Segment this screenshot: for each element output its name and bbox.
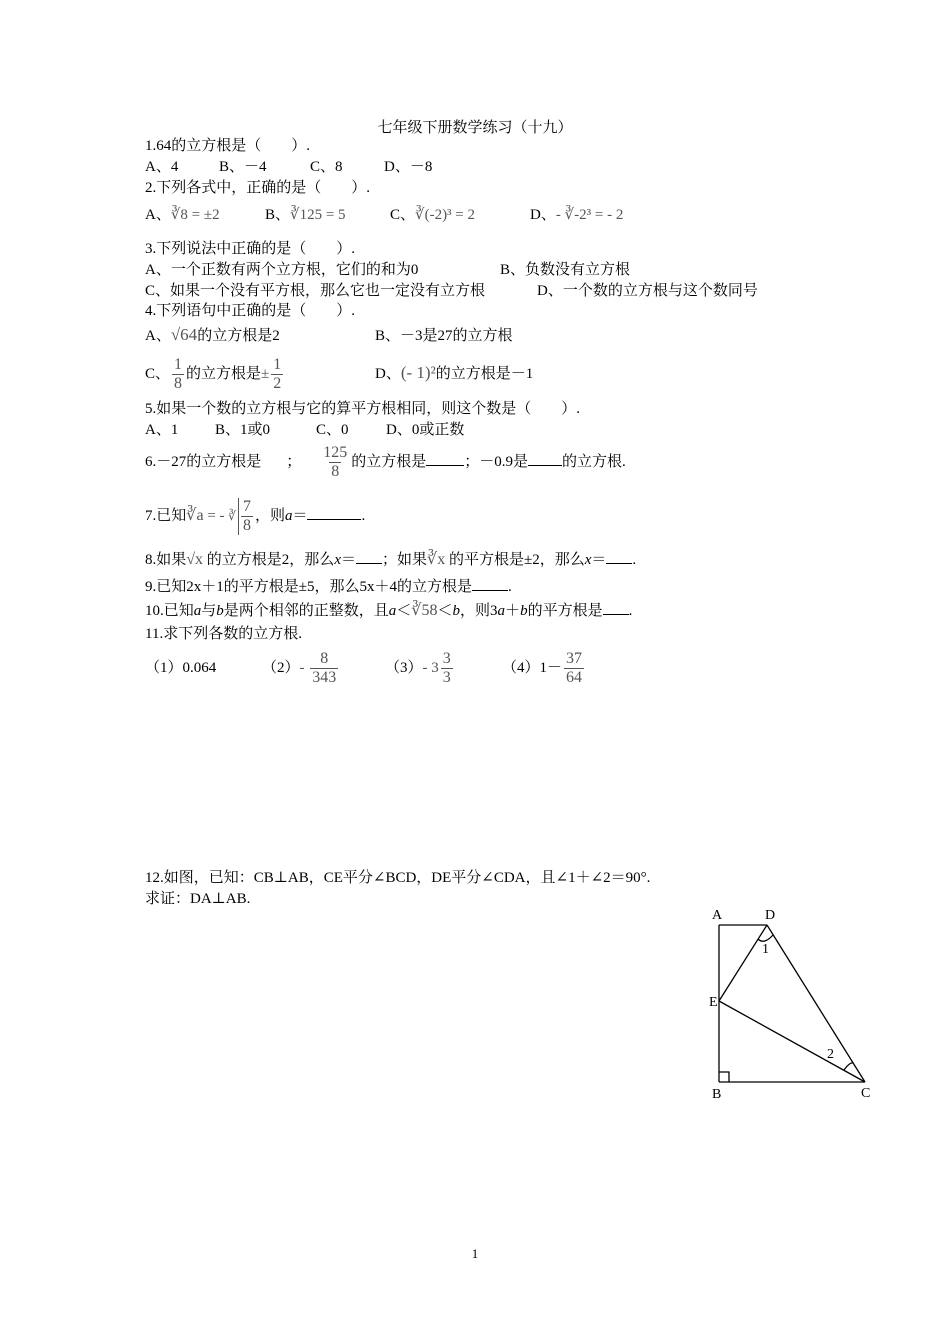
q7-expr: ∛a (186, 507, 204, 524)
q11-item-2-den: 343 (312, 669, 337, 687)
q2-option-a (145, 206, 265, 224)
q11-item-3-den: 3 (442, 669, 451, 687)
q8-text-7: . (632, 552, 637, 568)
q4-c-den2: 2 (273, 375, 282, 393)
page-number: 1 (471, 1246, 479, 1261)
q9 (145, 576, 512, 596)
q4-option-d-expr: (- 1)² (400, 363, 436, 382)
q4-option-d-label: D、 (375, 366, 401, 382)
label-E: E (709, 995, 718, 1010)
q3-row2 (145, 282, 758, 300)
q3-option-b: B、负数没有立方根 (500, 262, 631, 278)
q8-var-1: x (334, 552, 341, 568)
segment-DC (767, 925, 865, 1082)
label-A: A (712, 908, 723, 923)
q10-text-2: 与 (201, 603, 217, 619)
q11-item-4-den: 64 (566, 669, 583, 687)
q4-option-a-label: A、 (145, 328, 171, 344)
q1-option-c: C、8 (310, 159, 343, 175)
q7-num: 7 (242, 498, 251, 516)
label-B: B (712, 1087, 722, 1102)
q1-option-b: B、－4 (219, 159, 267, 175)
q8-text-3: ＝ (340, 552, 356, 568)
q7-frac (238, 498, 253, 535)
q11-item-2-frac (310, 650, 338, 687)
q7-den: 8 (242, 517, 251, 535)
q11-item-3-label: （3） (385, 660, 423, 676)
q6-text-5: 的立方根. (562, 454, 626, 470)
q3-option-c: C、如果一个没有平方根，那么它也一定没有立方根 (145, 283, 486, 299)
q12-prove: 求证：DA⊥AB. (145, 891, 251, 907)
q5-option-a: A、1 (145, 422, 179, 438)
q11-item-4 (502, 646, 586, 690)
q8 (145, 549, 636, 569)
segment-EC (719, 1001, 865, 1082)
q7-eq: = - (207, 508, 225, 524)
q2-option-b (265, 206, 390, 224)
q11-item-2-num: 8 (320, 650, 329, 668)
q2-option-a-label: A、 (145, 207, 171, 223)
q10 (145, 600, 632, 620)
geometry-figure (700, 900, 890, 1110)
q6-text-3: 的立方根是 (351, 454, 427, 470)
q4-option-c-frac2 (271, 356, 283, 393)
q4-option-b: B、－3是27的立方根 (375, 328, 513, 344)
q4-option-c-label: C、 (145, 366, 171, 382)
q11-item-1: （1）0.064 (145, 660, 217, 676)
q8-expr-1: √x (186, 551, 204, 568)
q4-row2 (145, 353, 533, 394)
q5-option-c: C、0 (316, 422, 349, 438)
q2-option-d (530, 206, 623, 224)
label-angle-2: 2 (827, 1047, 834, 1062)
q4-option-c-text: 的立方根是 (186, 366, 262, 382)
q6-blank-1[interactable] (426, 451, 464, 466)
q10-var-b2: b (452, 603, 461, 619)
q4-option-a (145, 326, 375, 345)
q12-stem: 12.如图，已知：CB⊥AB，CE平分∠BCD，DE平分∠CDA，且∠1＋∠2＝90°. (145, 870, 651, 886)
q11-item-2-label: （2） (262, 660, 300, 676)
q10-blank[interactable] (603, 600, 629, 615)
q8-blank-1[interactable] (356, 549, 382, 564)
q11-item-3 (385, 646, 502, 690)
q10-var-a2: a (388, 603, 397, 619)
angle-2-arc (844, 1063, 853, 1070)
q2-option-c-label: C、 (390, 207, 416, 223)
q5-option-d: D、0或正数 (386, 422, 465, 438)
q6-num: 125 (323, 444, 348, 462)
label-angle-1: 1 (762, 942, 769, 957)
q8-text-6: ＝ (591, 552, 607, 568)
q5-options (145, 421, 464, 439)
q4-option-a-text: 的立方根是2 (197, 328, 280, 344)
q11-item-3-num: 3 (442, 650, 451, 668)
q10-var-a: a (193, 603, 202, 619)
q11-item-3-sign: - 3 (422, 660, 439, 676)
q4-stem: 4.下列语句中正确的是（ ）. (145, 303, 356, 319)
q11-item-4-num: 37 (566, 650, 583, 668)
q7: 7.已知∛a = - ∛ $\frac{7}{8}$ ，则a＝ . (145, 498, 366, 535)
page-title: 七年级下册数学练习（十九） (377, 120, 573, 136)
q8-text-4: ；如果 (382, 552, 428, 568)
q2-option-c-expr: ∛(-2)³ = 2 (415, 207, 476, 223)
q10-expr: ∛58 (411, 602, 438, 619)
q3-row1 (145, 261, 630, 279)
q2-option-b-expr: ∛125 = 5 (290, 207, 346, 223)
q7-blank[interactable] (307, 505, 361, 520)
q4-c-num: 1 (174, 356, 183, 374)
q11-stem: 11.求下列各数的立方根. (145, 626, 302, 642)
q4-option-c-pm: ± (261, 366, 270, 382)
q10-text-3: 是两个相邻的正整数，且 (223, 603, 389, 619)
q2-option-d-expr: - ∛-2³ = - 2 (555, 207, 624, 223)
q7-text-2: ，则 (254, 508, 285, 524)
q4-option-d-text: 的立方根是－1 (435, 366, 534, 382)
q5-stem: 5.如果一个数的立方根与它的算平方根相同，则这个数是（ ）. (145, 401, 581, 417)
q6-text-1: 6.－27的立方根是 (145, 454, 262, 470)
q6-blank-2[interactable] (528, 451, 562, 466)
q11-item-4-frac (564, 650, 584, 687)
q1-options (145, 158, 432, 176)
q8-text-1: 8.如果 (145, 552, 187, 568)
segment-ED (719, 925, 767, 1001)
q1-stem: 1.64的立方根是（ ）. (145, 138, 311, 154)
q8-blank-2[interactable] (606, 549, 632, 564)
q4-option-a-expr: √64 (170, 325, 198, 344)
q8-text-5: 的平方根是±2，那么 (448, 552, 585, 568)
q10-var-b: b (216, 603, 224, 619)
q10-lt-2: ＜ (437, 603, 453, 619)
q2-option-c (390, 206, 530, 224)
q2-option-b-label: B、 (265, 207, 291, 223)
q10-end: . (628, 603, 633, 619)
q7-text-4: . (361, 508, 366, 524)
q6 (145, 442, 626, 482)
q9-text: 9.已知2x＋1的平方根是±5，那么5x＋4的立方根是 (145, 579, 472, 595)
q4-option-d (375, 353, 533, 394)
right-angle-mark (719, 1072, 729, 1082)
q10-text-4: ，则3 (460, 603, 498, 619)
q11-item-4-label: （4）1－ (502, 660, 563, 676)
q4-c-num2: 1 (273, 356, 282, 374)
q7-text-1: 7.已知 (145, 508, 187, 524)
q10-var-a3: a (497, 603, 506, 619)
q10-text-6: 的平方根是 (527, 603, 603, 619)
q11-item-2-sign: - (299, 660, 305, 676)
q9-end: . (507, 579, 512, 595)
q8-var-2: x (584, 552, 592, 568)
q8-text-2: 的立方根是2，那么 (206, 552, 335, 568)
q6-den: 8 (331, 463, 340, 481)
label-D: D (765, 908, 776, 923)
q4-option-c-frac (172, 356, 184, 393)
q6-text-2: ； (286, 454, 302, 470)
q2-stem: 2.下列各式中，正确的是（ ）. (145, 180, 371, 196)
q10-text-5: ＋ (505, 603, 521, 619)
label-C: C (861, 1086, 871, 1101)
q11-items (145, 646, 586, 690)
q2-option-a-expr: ∛8 = ±2 (170, 207, 220, 223)
q2-options (145, 206, 623, 224)
q2-option-d-label: D、 (530, 207, 556, 223)
q10-var-b3: b (520, 603, 528, 619)
q6-frac (321, 444, 349, 481)
q11-item-2 (262, 646, 385, 690)
q1-option-a: A、4 (145, 159, 179, 175)
q5-option-b: B、1或0 (215, 422, 271, 438)
q10-lt-1: ＜ (396, 603, 412, 619)
q4-row1 (145, 326, 513, 345)
q4-option-c (145, 354, 375, 394)
q7-var: a (284, 508, 293, 524)
q11-item-3-frac (441, 650, 453, 687)
q9-blank[interactable] (472, 576, 508, 591)
q10-text-1: 10.已知 (145, 603, 194, 619)
q8-expr-2: ∛x (427, 551, 446, 568)
q3-option-a: A、一个正数有两个立方根，它们的和为0 (145, 262, 419, 278)
q7-text-3: ＝ (292, 508, 308, 524)
q1-option-d: D、－8 (384, 159, 433, 175)
q3-stem: 3.下列说法中正确的是（ ）. (145, 241, 356, 257)
q3-option-d: D、一个数的立方根与这个数同号 (537, 283, 758, 299)
q6-text-4: ；－0.9是 (464, 454, 529, 470)
q4-c-den: 8 (174, 375, 183, 393)
